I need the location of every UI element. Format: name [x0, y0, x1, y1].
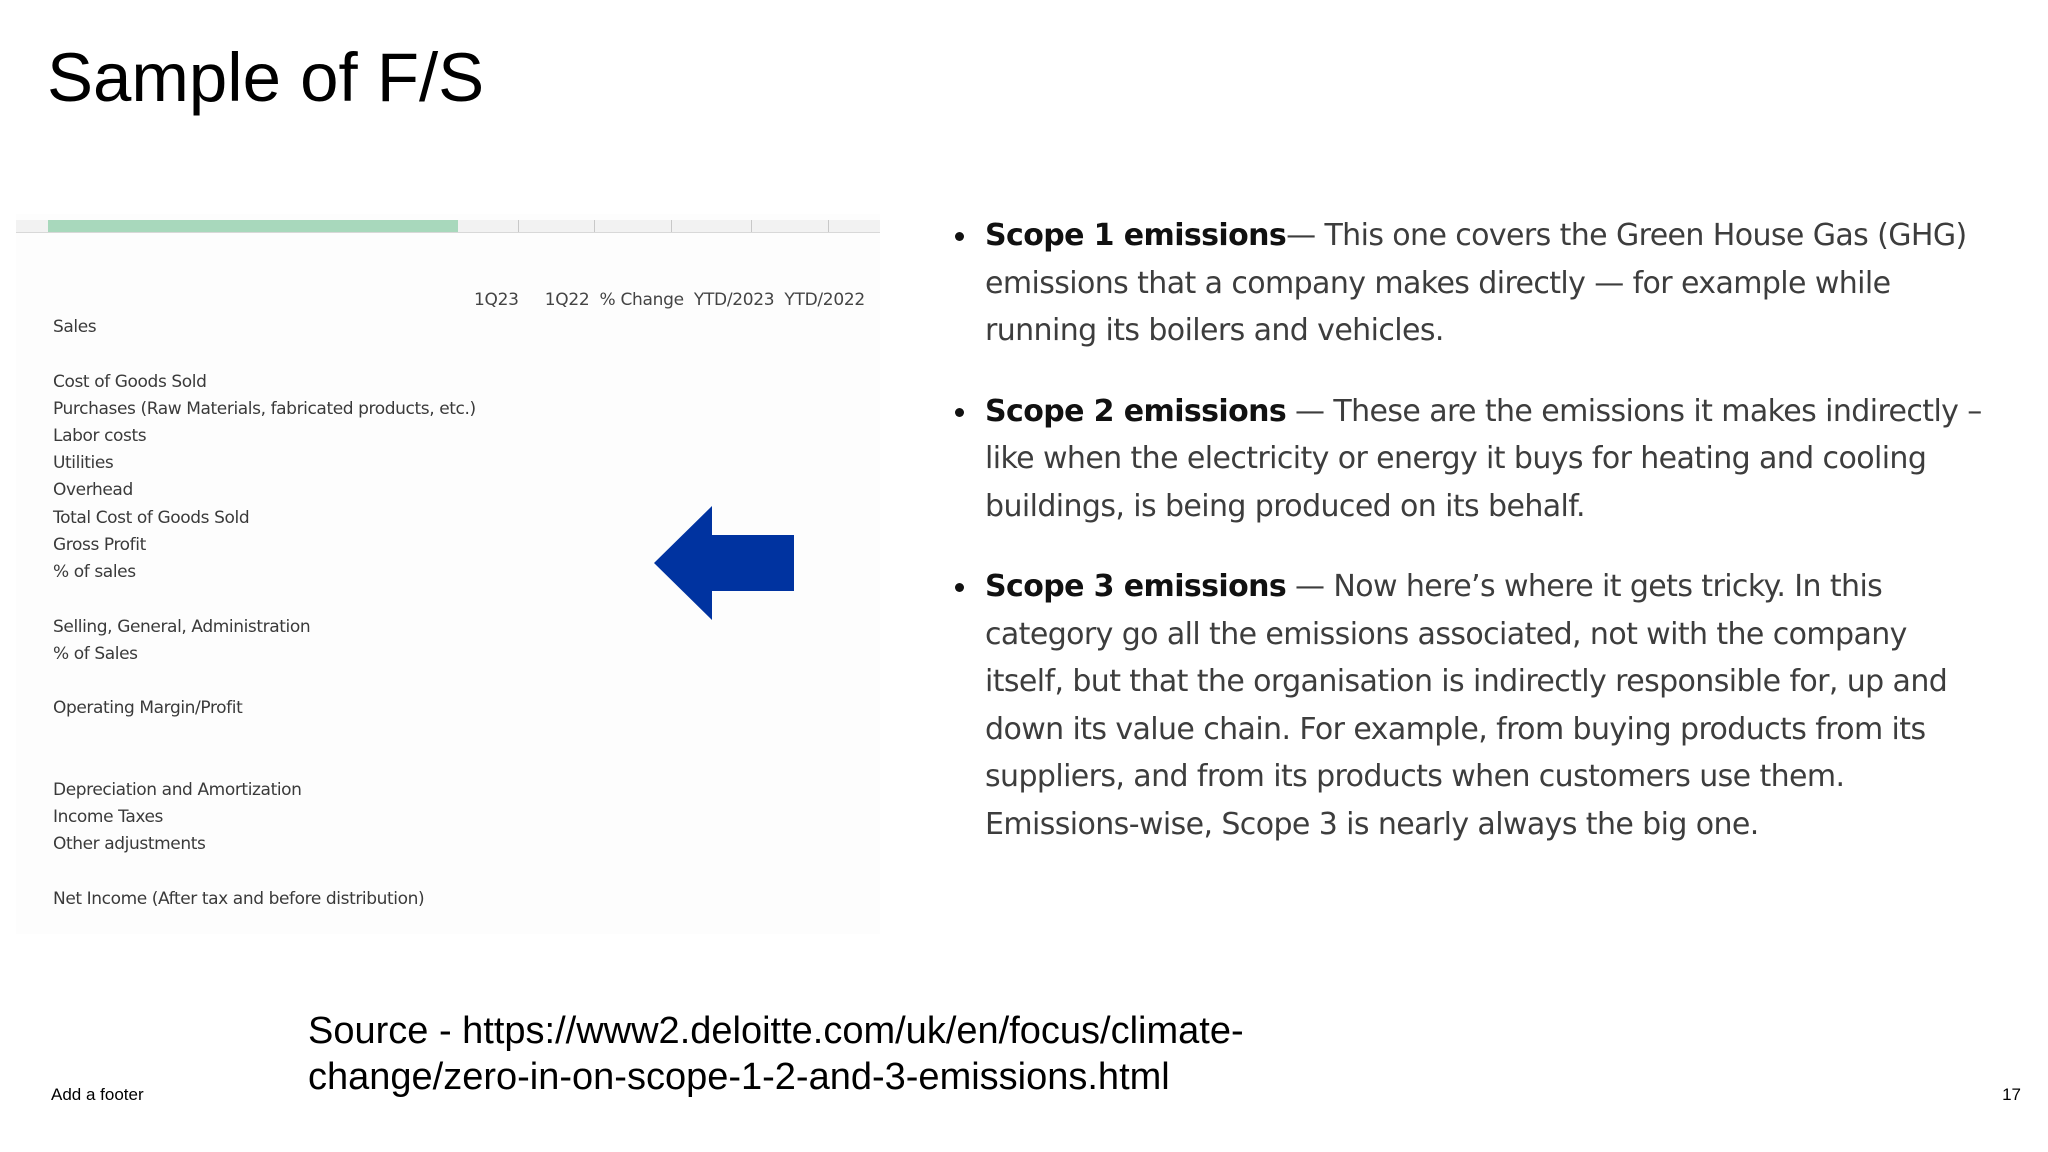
row-label: Other adjustments [53, 834, 206, 854]
row-label: Operating Margin/Profit [53, 698, 243, 718]
slide-footer: Add a footer [51, 1085, 144, 1104]
page-number: 17 [2002, 1085, 2021, 1104]
row-label: Income Taxes [53, 807, 163, 827]
bullet-text: — Now here’s where it gets tricky. In this category go all the emissions associated, not with the company itself, but that the organisation is indirectly responsible for, up and down its value chain. For example, from buying products from its suppliers, and from its products when customers use them. Emissions-wise, Scope 3 is nearly always the big one. [985, 569, 1948, 842]
column-divider [518, 220, 519, 232]
row-label: Utilities [53, 453, 114, 473]
column-header: YTD/2023 [693, 290, 775, 310]
row-label: Cost of Goods Sold [53, 372, 207, 392]
row-label: Gross Profit [53, 535, 146, 555]
row-label: Total Cost of Goods Sold [53, 508, 250, 528]
column-divider [828, 220, 829, 232]
bullet-scope-1 [955, 212, 1985, 355]
column-header: 1Q22 [544, 290, 590, 310]
bullet-term: Scope 2 emissions [985, 393, 1287, 429]
row-label: Purchases (Raw Materials, fabricated products, etc.) [53, 399, 476, 419]
bullet-text: — These are the emissions it makes indirectly – like when the electricity or energy it buys for heating and cooling buildings, is being produced on its behalf. [985, 393, 1982, 524]
bullet-scope-3 [955, 563, 1985, 848]
selected-column-highlight [48, 220, 458, 232]
row-label: Sales [53, 317, 97, 337]
left-arrow-icon [654, 506, 794, 620]
source-citation: Source - https://www2.deloitte.com/uk/en/focus/climate-change/zero-in-on-scope-1-2-and-3-emissions.html [308, 1010, 1244, 1098]
column-header: YTD/2022 [784, 290, 865, 310]
row-label: Selling, General, Administration [53, 617, 311, 637]
column-divider [594, 220, 595, 232]
row-label: Labor costs [53, 426, 147, 446]
bullet-scope-2 [955, 388, 1985, 531]
bullet-dot-icon [955, 232, 964, 241]
spreadsheet-column-header-bar [16, 220, 880, 233]
column-header: 1Q23 [474, 290, 519, 310]
row-label: Overhead [53, 480, 133, 500]
row-label: % of Sales [53, 644, 138, 664]
row-label: % of sales [53, 562, 136, 582]
slide-title: Sample of F/S [47, 39, 485, 116]
bullet-dot-icon [955, 408, 964, 417]
column-header: % Change [599, 290, 684, 310]
bullet-text: — This one covers the Green House Gas (GHG) emissions that a company makes directly — for example while running its boilers and vehicles. [985, 218, 1967, 348]
row-label: Depreciation and Amortization [53, 780, 302, 800]
bullet-dot-icon [955, 583, 964, 592]
row-label: Net Income (After tax and before distribution) [53, 889, 425, 909]
spreadsheet-column-headers [474, 290, 870, 310]
scope-emissions-list [955, 212, 1985, 881]
bullet-term: Scope 1 emissions [985, 218, 1287, 253]
column-divider [671, 220, 672, 232]
column-divider [751, 220, 752, 232]
bullet-term: Scope 3 emissions [985, 569, 1287, 604]
